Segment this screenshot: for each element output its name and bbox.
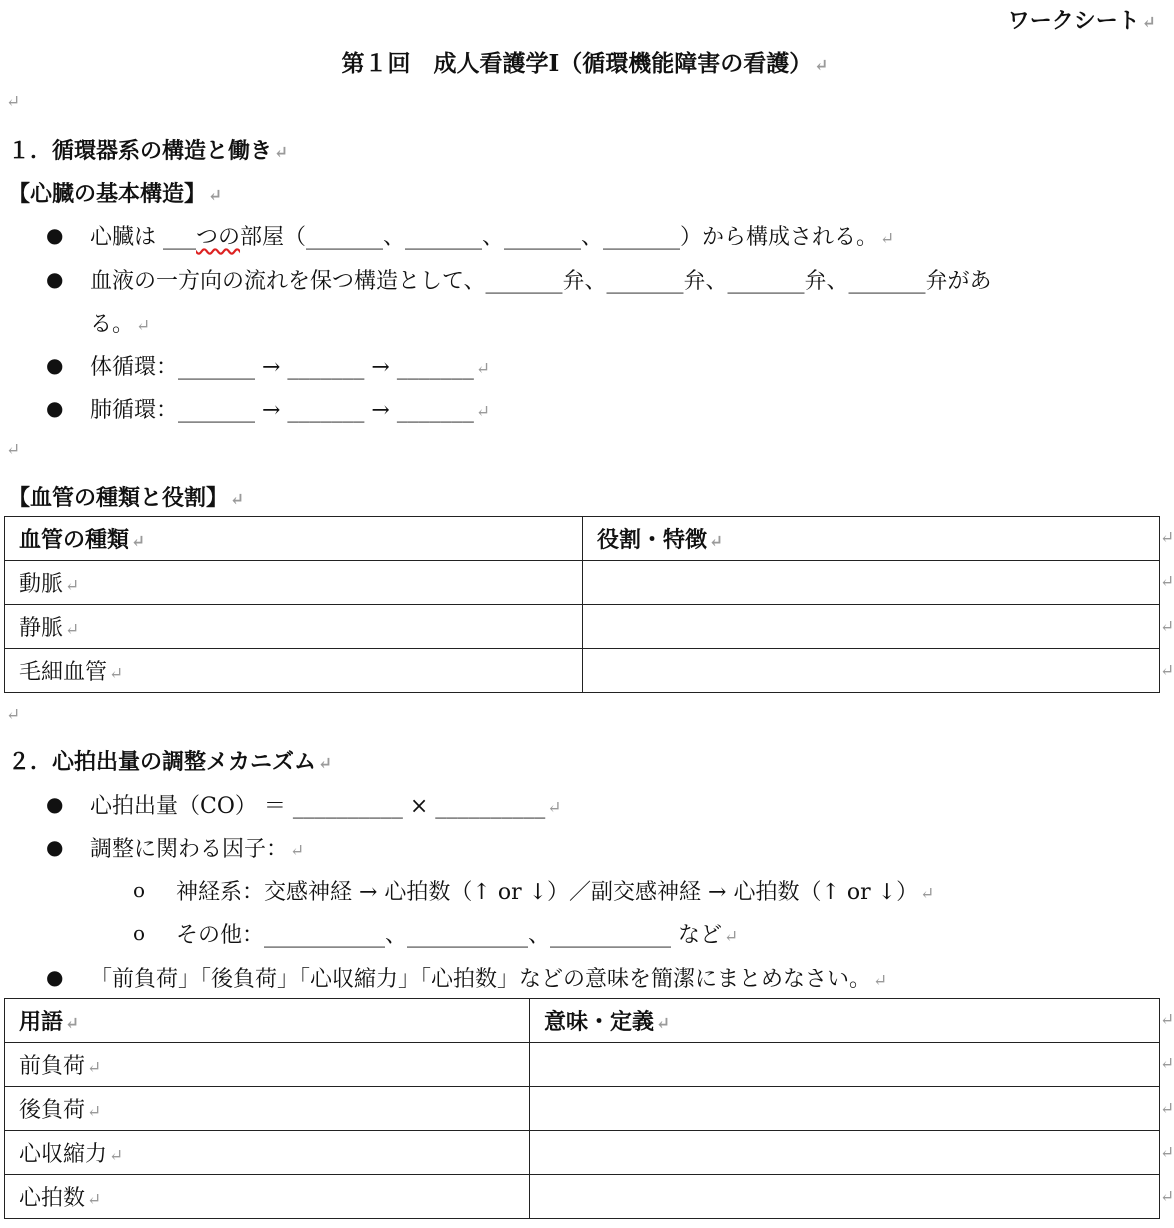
vessel-types-subheading: 【血管の種類と役割】 ↵ (8, 485, 245, 511)
bullet-icon: ● (46, 792, 64, 816)
table-row (5, 1043, 1160, 1087)
cardiac-output-formula-item: 心拍出量（CO） ＝ __________ × __________ ↵ (90, 794, 562, 819)
nervous-system-subitem: 神経系：交感神経 → 心拍数（↑ or ↓）／副交感神経 → 心拍数（↑ or ↓） ↵ (176, 880, 935, 905)
table-row (5, 561, 1160, 605)
table-cell: 毛細血管 ↵ (5, 649, 583, 693)
bullet-icon: ● (46, 353, 64, 377)
table-cell: 後負荷 ↵ (5, 1087, 530, 1131)
empty-paragraph-mark: ↵ (6, 92, 21, 112)
heart-valves-item-line1: 血液の一方向の流れを保つ構造として、_______弁、_______弁、_______弁、_______弁があ (90, 269, 992, 294)
vessel-types-table (4, 516, 1160, 693)
table-cell: 前負荷 ↵ (5, 1043, 530, 1087)
table-header-row (5, 517, 1160, 561)
table-header-cell: 血管の種類 ↵ (5, 517, 583, 561)
row-end-mark: ↵ (1160, 1010, 1174, 1030)
table-answer-cell[interactable] (530, 1043, 1160, 1087)
terms-table (4, 998, 1160, 1219)
bullet-icon: ● (46, 965, 64, 989)
hollow-bullet-icon: o (133, 921, 146, 945)
bullet-icon: ● (46, 396, 64, 420)
table-answer-cell[interactable] (530, 1131, 1160, 1175)
table-cell: 静脈 ↵ (5, 605, 583, 649)
row-end-mark: ↵ (1160, 528, 1174, 548)
table-answer-cell[interactable] (583, 649, 1160, 693)
table-header-row (5, 999, 1160, 1043)
bullet-icon: ● (46, 267, 64, 291)
table-answer-cell[interactable] (583, 605, 1160, 649)
table-row (5, 605, 1160, 649)
empty-paragraph-mark: ↵ (6, 705, 21, 725)
table-row (5, 649, 1160, 693)
table-row (5, 1087, 1160, 1131)
spellcheck-wavy-underline: つの (196, 225, 241, 250)
row-end-mark: ↵ (1160, 1054, 1174, 1074)
row-end-mark: ↵ (1160, 1143, 1174, 1163)
table-answer-cell[interactable] (530, 1087, 1160, 1131)
worksheet-label: ワークシート ↵ (1007, 8, 1156, 34)
table-answer-cell[interactable] (583, 561, 1160, 605)
other-factors-subitem: その他：___________、___________、___________ など ↵ (176, 923, 739, 948)
table-header-cell: 役割・特徴 ↵ (583, 517, 1160, 561)
heart-valves-item-line2: る。 ↵ (90, 312, 151, 337)
table-header-cell: 意味・定義 ↵ (530, 999, 1160, 1043)
pulmonary-circulation-item: 肺循環：_______ → _______ → _______ ↵ (90, 398, 491, 423)
bullet-icon: ● (46, 223, 64, 247)
page-title: 第１回 成人看護学Ⅰ（循環機能障害の看護） ↵ (341, 50, 829, 77)
row-end-mark: ↵ (1160, 1099, 1174, 1119)
table-header-cell: 用語 ↵ (5, 999, 530, 1043)
hollow-bullet-icon: o (133, 878, 146, 902)
heart-structure-subheading: 【心臓の基本構造】 ↵ (8, 181, 223, 207)
heart-chambers-item: 心臓は ___つの部屋（_______、_______、_______、_______）から構成される。 ↵ (90, 225, 895, 250)
bullet-icon: ● (46, 835, 64, 859)
table-cell: 心拍数 ↵ (5, 1175, 530, 1219)
row-end-mark: ↵ (1160, 661, 1174, 681)
table-row (5, 1131, 1160, 1175)
table-row (5, 1175, 1160, 1219)
section2-heading: ２．心拍出量の調整メカニズム ↵ (8, 749, 333, 775)
row-end-mark: ↵ (1160, 617, 1174, 637)
regulating-factors-item: 調整に関わる因子： ↵ (90, 837, 305, 862)
terms-instruction-item: 「前負荷」「後負荷」「心収縮力」「心拍数」などの意味を簡潔にまとめなさい。 ↵ (90, 967, 888, 992)
table-cell: 心収縮力 ↵ (5, 1131, 530, 1175)
table-answer-cell[interactable] (530, 1175, 1160, 1219)
empty-paragraph-mark: ↵ (6, 440, 21, 460)
row-end-mark: ↵ (1160, 1187, 1174, 1207)
row-end-mark: ↵ (1160, 572, 1174, 592)
table-cell: 動脈 ↵ (5, 561, 583, 605)
systemic-circulation-item: 体循環：_______ → _______ → _______ ↵ (90, 355, 491, 380)
section1-heading: １．循環器系の構造と働き ↵ (8, 138, 289, 164)
